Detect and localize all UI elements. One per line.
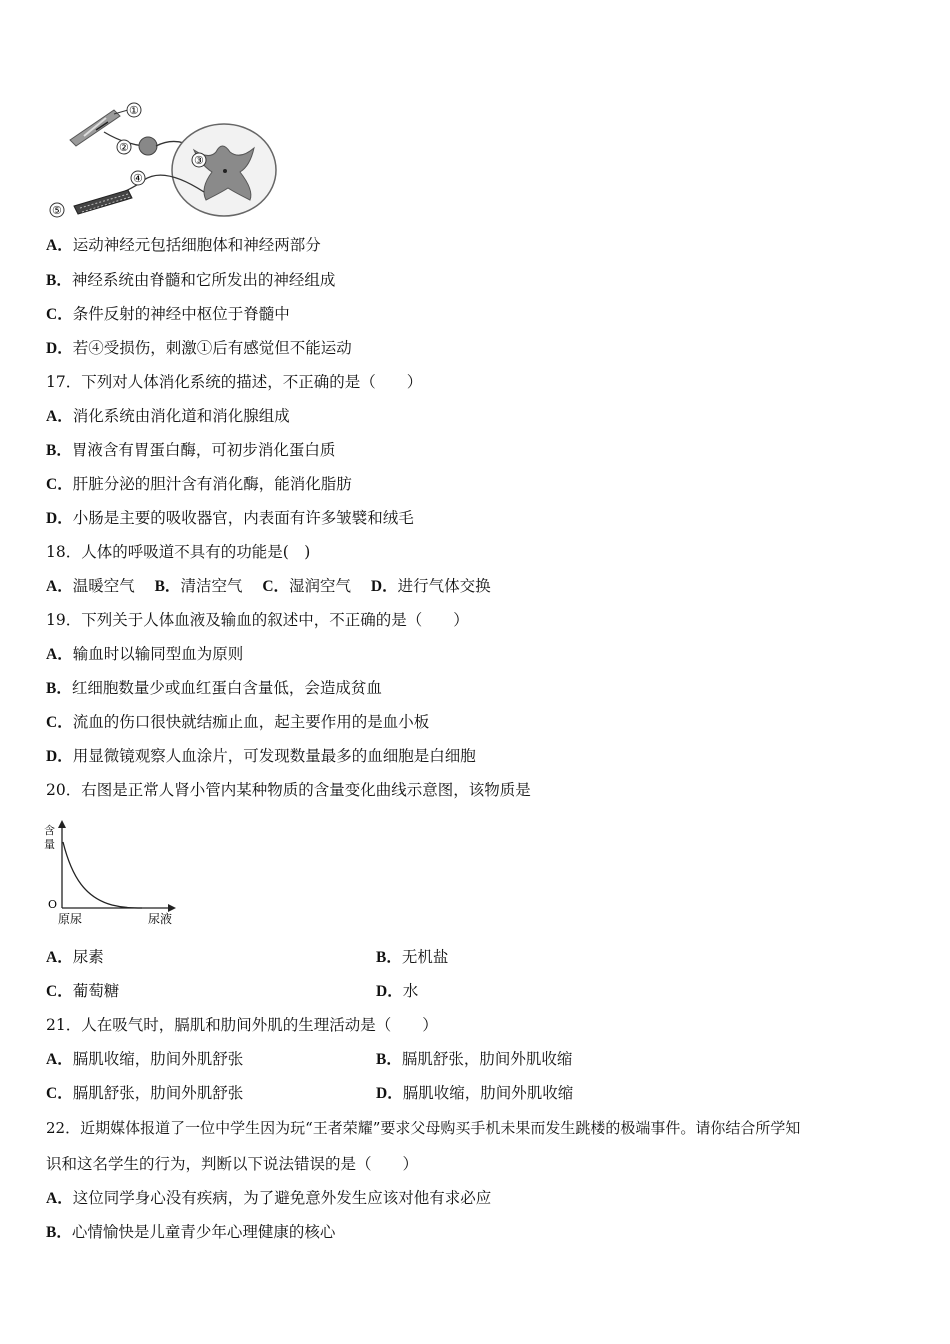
option-text: 无机盐 xyxy=(401,948,449,966)
origin-label: O xyxy=(48,898,58,911)
option-text: 胃液含有胃蛋白酶，可初步消化蛋白质 xyxy=(71,441,336,459)
option-letter: D． xyxy=(376,1085,403,1102)
label-3: ③ xyxy=(194,154,204,167)
q19-option-c xyxy=(46,712,429,733)
q18-stem: 18．人体的呼吸道不具有的功能是( ) xyxy=(46,543,311,561)
option-letter: A． xyxy=(46,408,73,425)
q18-options-row xyxy=(46,576,491,597)
option-text: 运动神经元包括细胞体和神经两部分 xyxy=(72,236,321,254)
q21-option-b xyxy=(376,1049,572,1070)
decay-curve xyxy=(63,842,142,908)
q21-option-d xyxy=(376,1083,573,1104)
option-text: 这位同学身心没有疾病，为了避免意外发生应该对他有求必应 xyxy=(72,1189,492,1207)
option-letter: D． xyxy=(376,983,403,1000)
option-letter: D． xyxy=(46,748,73,765)
q19-option-d xyxy=(46,746,476,767)
option-letter: B． xyxy=(376,1051,402,1068)
label-5: ⑤ xyxy=(52,204,62,217)
option-text: 水 xyxy=(402,982,419,1000)
q20-option-a xyxy=(46,947,104,968)
option-text: 用显微镜观察人血涂片，可发现数量最多的血细胞是白细胞 xyxy=(72,747,476,765)
y-axis-arrow xyxy=(58,820,66,828)
option-letter: D． xyxy=(46,510,73,527)
option-text: 温暖空气 xyxy=(72,577,135,595)
option-text: 葡萄糖 xyxy=(72,982,120,1000)
spinal-cord-drawing xyxy=(172,124,276,216)
option-letter: A． xyxy=(46,1051,73,1068)
option-letter: B． xyxy=(154,578,181,595)
option-letter: B． xyxy=(46,442,72,459)
q22-option-b xyxy=(46,1222,335,1243)
option-letter: B． xyxy=(46,272,72,289)
option-letter: C． xyxy=(46,983,73,1000)
option-letter: C． xyxy=(46,476,73,493)
option-text: 尿素 xyxy=(72,948,104,966)
q19-stem: 19．下列关于人体血液及输血的叙述中，不正确的是（ ） xyxy=(46,611,469,629)
option-text: 流血的伤口很快就结痂止血，起主要作用的是血小板 xyxy=(72,713,430,731)
q16-option-b xyxy=(46,270,335,291)
q19-option-b xyxy=(46,678,382,699)
x-axis-arrow xyxy=(168,904,176,912)
option-text: 湿润空气 xyxy=(289,577,352,595)
q21-stem: 21．人在吸气时，膈肌和肋间外肌的生理活动是（ ） xyxy=(46,1016,438,1034)
reflex-arc-figure xyxy=(44,100,284,222)
option-letter: B． xyxy=(46,1224,72,1241)
option-text: 输血时以输同型血为原则 xyxy=(72,645,244,663)
option-text: 膈肌舒张，肋间外肌收缩 xyxy=(401,1050,573,1068)
q20-curve-graph xyxy=(42,818,182,930)
q20-option-c xyxy=(46,981,119,1002)
option-letter: C． xyxy=(46,306,73,323)
q21-option-a xyxy=(46,1049,243,1070)
option-text: 肝脏分泌的胆汁含有消化酶，能消化脂肪 xyxy=(72,475,352,493)
option-letter: D． xyxy=(370,578,398,595)
option-letter: B． xyxy=(376,949,402,966)
option-text: 进行气体交换 xyxy=(397,577,491,595)
q17-stem: 17．下列对人体消化系统的描述，不正确的是（ ） xyxy=(46,373,423,391)
q22-stem-line-2: 识和这名学生的行为，判断以下说法错误的是（ ） xyxy=(46,1155,419,1173)
q19-option-a xyxy=(46,644,243,665)
option-text: 条件反射的神经中枢位于脊髓中 xyxy=(72,305,290,323)
q16-option-d xyxy=(46,338,352,359)
y-axis-label-2: 量 xyxy=(44,838,55,851)
option-text: 膈肌收缩，肋间外肌舒张 xyxy=(72,1050,244,1068)
option-letter: A． xyxy=(46,578,73,595)
label-4: ④ xyxy=(133,172,143,185)
option-text: 小肠是主要的吸收器官，内表面有许多皱襞和绒毛 xyxy=(72,509,414,527)
x-axis-label-left: 原尿 xyxy=(58,912,83,926)
option-letter: C． xyxy=(46,714,73,731)
q17-option-d xyxy=(46,508,414,529)
effector-muscle-drawing xyxy=(74,190,132,214)
option-letter: A． xyxy=(46,646,73,663)
option-letter: B． xyxy=(46,680,72,697)
q20-option-b xyxy=(376,947,448,968)
q16-option-c xyxy=(46,304,290,325)
q17-option-a xyxy=(46,406,290,427)
ganglion-drawing xyxy=(139,137,157,155)
option-text: 神经系统由脊髓和它所发出的神经组成 xyxy=(71,271,336,289)
q17-option-b xyxy=(46,440,335,461)
q21-option-c xyxy=(46,1083,243,1104)
x-axis-label-right: 尿液 xyxy=(148,912,173,926)
option-letter: A． xyxy=(46,1190,73,1207)
label-2: ② xyxy=(119,141,129,154)
receptor-skin-drawing xyxy=(70,110,120,146)
option-letter: C． xyxy=(46,1085,73,1102)
option-letter: A． xyxy=(46,949,73,966)
option-text: 膈肌舒张，肋间外肌舒张 xyxy=(72,1084,244,1102)
option-letter: A． xyxy=(46,237,73,254)
q16-option-a xyxy=(46,235,321,256)
option-text: 清洁空气 xyxy=(180,577,243,595)
label-1: ① xyxy=(129,104,139,117)
option-text: 若④受损伤，刺激①后有感觉但不能运动 xyxy=(72,339,352,357)
q20-option-d xyxy=(376,981,418,1002)
option-text: 红细胞数量少或血红蛋白含量低，会造成贫血 xyxy=(71,679,382,697)
option-letter: D． xyxy=(46,340,73,357)
q20-stem: 20．右图是正常人肾小管内某种物质的含量变化曲线示意图，该物质是 xyxy=(46,781,531,799)
q22-stem-line-1: 22．近期媒体报道了一位中学生因为玩“王者荣耀”要求父母购买手机未果而发生跳楼的极端事件。请你结合所学知 xyxy=(46,1119,801,1137)
option-text: 膈肌收缩，肋间外肌收缩 xyxy=(402,1084,574,1102)
option-letter: C． xyxy=(262,578,290,595)
option-text: 消化系统由消化道和消化腺组成 xyxy=(72,407,290,425)
q22-option-a xyxy=(46,1188,491,1209)
option-text: 心情愉快是儿童青少年心理健康的核心 xyxy=(71,1223,336,1241)
y-axis-label-1: 含 xyxy=(44,824,55,837)
q17-option-c xyxy=(46,474,352,495)
